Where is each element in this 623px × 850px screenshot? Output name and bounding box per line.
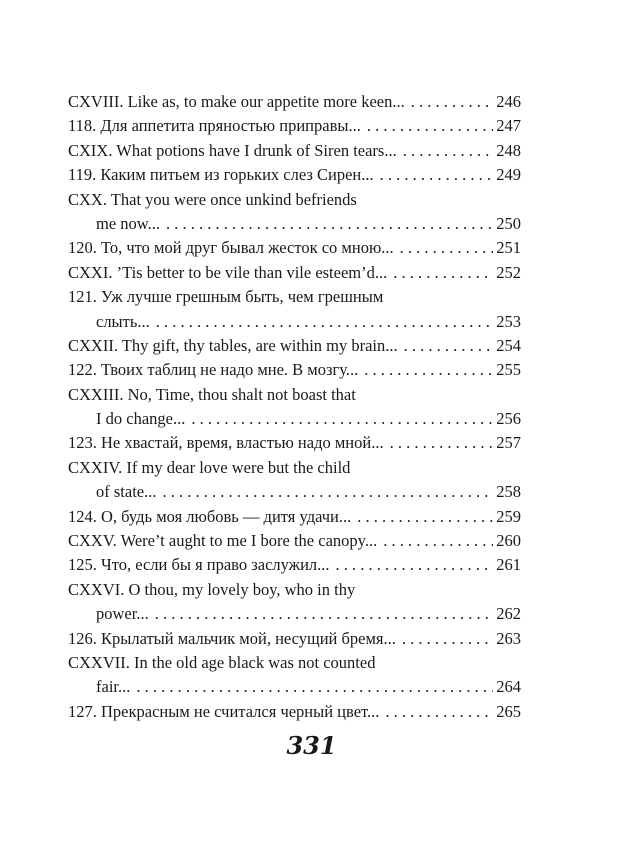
toc-entry-title: слыть... <box>96 311 150 331</box>
toc-page-number: 246 <box>496 92 521 111</box>
toc-entry <box>68 90 521 114</box>
toc-entry <box>68 163 521 187</box>
toc-entry <box>68 456 521 480</box>
toc-page-number: 263 <box>496 628 521 648</box>
toc-entry-title: me now... <box>96 213 161 233</box>
toc-entry-title: 124. О, будь моя любовь — дитя удачи... <box>68 506 352 526</box>
toc-entry <box>68 578 521 602</box>
toc-page-number: 262 <box>496 604 521 624</box>
toc-entry-title: CXXIII. No, Time, thou shalt not boast that <box>68 384 356 404</box>
toc-entry-title: 118. Для аппетита пряностью приправы... <box>68 116 361 136</box>
toc-entry-title: CXIX. What potions have I drunk of Siren tears... <box>68 140 397 160</box>
dot-leader <box>411 90 493 114</box>
toc-entry-title: 120. То, что мой друг бывал жесток со мною... <box>68 238 394 258</box>
toc-page-number: 257 <box>496 433 521 453</box>
toc-entry-title: fair... <box>96 677 131 697</box>
toc-page-number: 258 <box>496 482 521 502</box>
toc-entry-continuation <box>68 675 521 699</box>
dot-leader <box>380 163 494 187</box>
toc-page-number: 250 <box>496 213 521 233</box>
toc-entry-title: of state... <box>96 482 157 502</box>
dot-leader <box>403 139 494 163</box>
dot-leader <box>383 529 493 553</box>
toc-entry-title: 125. Что, если бы я право заслужил... <box>68 555 330 575</box>
toc-entry <box>68 285 521 309</box>
dot-leader <box>336 553 494 577</box>
toc-entry <box>68 261 521 285</box>
toc-page-number: 260 <box>496 531 521 551</box>
toc-entry <box>68 188 521 212</box>
toc-entry <box>68 529 521 553</box>
dot-leader <box>402 627 493 651</box>
toc-entry <box>68 700 521 724</box>
toc-entry-title: I do change... <box>96 409 186 429</box>
dot-leader <box>390 431 494 455</box>
toc-entry <box>68 383 521 407</box>
toc-entry-continuation <box>68 407 521 431</box>
dot-leader <box>385 700 493 724</box>
toc-page-number: 255 <box>496 360 521 380</box>
toc-entry-title: 123. Не хвастай, время, властью надо мной... <box>68 433 384 453</box>
toc-entry <box>68 334 521 358</box>
dot-leader <box>136 675 493 699</box>
toc-entry <box>68 431 521 455</box>
toc-page-number: 259 <box>496 506 521 526</box>
dot-leader <box>404 334 494 358</box>
table-of-contents <box>68 90 521 724</box>
toc-entry-title: 126. Крылатый мальчик мой, несущий бремя... <box>68 628 396 648</box>
toc-entry-title: CXXI. ’Tis better to be vile than vile esteem’d... <box>68 262 388 282</box>
toc-page-number: 247 <box>496 116 521 136</box>
toc-entry-title: power... <box>96 604 149 624</box>
toc-entry-title: CXXVI. O thou, my lovely boy, who in thy <box>68 579 356 599</box>
toc-entry-title: CXXII. Thy gift, thy tables, are within my brain... <box>68 335 398 355</box>
toc-page-number: 248 <box>496 140 521 160</box>
toc-entry <box>68 139 521 163</box>
toc-entry-title: CXXV. Were’t aught to me I bore the canopy... <box>68 531 378 551</box>
toc-entry <box>68 627 521 651</box>
dot-leader <box>156 310 493 334</box>
toc-entry-continuation <box>68 212 521 236</box>
toc-entry <box>68 651 521 675</box>
toc-entry-title: CXXVII. In the old age black was not counted <box>68 652 376 672</box>
toc-entry-title: CXVIII. Like as, to make our appetite more keen... <box>68 92 405 111</box>
dot-leader <box>166 212 493 236</box>
toc-page-number: 253 <box>496 311 521 331</box>
dot-leader <box>357 505 493 529</box>
toc-page-number: 261 <box>496 555 521 575</box>
toc-page-number: 256 <box>496 409 521 429</box>
dot-leader <box>162 480 493 504</box>
toc-entry-title: CXXIV. If my dear love were but the child <box>68 457 351 477</box>
toc-entry <box>68 358 521 382</box>
toc-entry-title: 119. Каким питьем из горьких слез Сирен... <box>68 165 374 185</box>
toc-page-number: 249 <box>496 165 521 185</box>
toc-entry <box>68 505 521 529</box>
toc-entry-title: 122. Твоих таблиц не надо мне. В мозгу... <box>68 360 359 380</box>
toc-entry-continuation <box>68 310 521 334</box>
toc-entry-continuation <box>68 480 521 504</box>
toc-entry-continuation <box>68 602 521 626</box>
dot-leader <box>393 261 493 285</box>
toc-page-number: 265 <box>496 701 521 721</box>
toc-page-number: 252 <box>496 262 521 282</box>
dot-leader <box>367 114 493 138</box>
dot-leader <box>191 407 493 431</box>
dot-leader <box>155 602 494 626</box>
toc-entry <box>68 114 521 138</box>
dot-leader <box>400 236 494 260</box>
toc-page-number: 254 <box>496 335 521 355</box>
toc-entry-title: 121. Уж лучше грешным быть, чем грешным <box>68 287 384 307</box>
dot-leader <box>364 358 493 382</box>
toc-page-number: 251 <box>496 238 521 258</box>
toc-page-number: 264 <box>496 677 521 697</box>
toc-entry-title: 127. Прекрасным не считался черный цвет... <box>68 701 380 721</box>
toc-entry <box>68 553 521 577</box>
toc-entry <box>68 236 521 260</box>
page-number: 331 <box>286 731 337 760</box>
toc-entry-title: CXX. That you were once unkind befriends <box>68 189 357 209</box>
